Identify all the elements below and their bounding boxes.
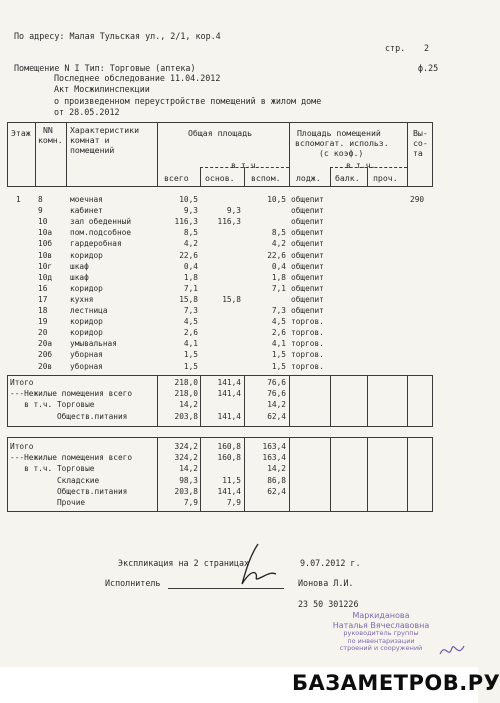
table-row xyxy=(0,317,478,326)
cell-nn: 20а xyxy=(38,339,53,349)
summary-total: 14,2 xyxy=(179,464,198,474)
cell-total: 15,8 xyxy=(179,294,198,304)
summary-row xyxy=(0,487,478,496)
summary-row xyxy=(0,378,478,387)
summary-total: 218,0 xyxy=(174,389,198,399)
cell-use: торгов. xyxy=(291,361,324,371)
summary-label: Итого xyxy=(10,442,34,451)
cell-nn: 10 xyxy=(38,217,48,227)
table-row xyxy=(0,239,478,248)
cell-total: 22,6 xyxy=(179,250,198,260)
stamp-role: руководитель группы xyxy=(343,629,419,637)
table-row xyxy=(0,217,478,226)
summary-row xyxy=(0,453,478,462)
cell-name: коридор xyxy=(70,328,103,338)
cell-total: 7,3 xyxy=(183,306,198,315)
summary-label: ---Нежилые помещения всего xyxy=(10,453,133,463)
cell-name: кухня xyxy=(70,294,94,304)
table-row xyxy=(0,284,478,293)
summary-aux: 76,6 xyxy=(267,378,286,387)
table-row xyxy=(0,306,478,315)
cell-aux: 4,1 xyxy=(271,339,286,349)
cell-name: уборная xyxy=(70,361,103,371)
cell-use: общепит xyxy=(291,250,324,260)
cell-use: общепит xyxy=(291,217,324,227)
col-other: проч. xyxy=(373,173,398,183)
summary-total: 324,2 xyxy=(174,442,198,451)
act-line-2: о произведенном переустройстве помещений в жилом доме xyxy=(54,96,322,106)
cell-name: зал обеденный xyxy=(70,217,132,227)
cell-use: общепит xyxy=(291,228,324,238)
cell-use: торгов. xyxy=(291,350,324,360)
table-row xyxy=(0,273,478,282)
cell-use: торгов. xyxy=(291,339,324,349)
cell-aux: 4,5 xyxy=(271,317,286,327)
cell-nn: 10а xyxy=(38,228,53,238)
col-total: всего xyxy=(164,173,189,183)
watermark-footer xyxy=(0,667,500,703)
last-survey: Последнее обследование 11.04.2012 xyxy=(54,73,221,83)
cell-use: общепит xyxy=(291,195,324,204)
summary-row xyxy=(0,498,478,507)
form-number: ф.25 xyxy=(418,63,439,73)
cell-main: 9,3 xyxy=(226,206,241,216)
summary-label: в т.ч. Торговые xyxy=(10,464,95,474)
cell-main: 15,8 xyxy=(222,294,241,304)
table-row xyxy=(0,328,478,337)
explication-note: Экспликация на 2 страницах xyxy=(118,558,250,568)
summary-aux: 76,6 xyxy=(267,389,286,399)
explication-date: 9.07.2012 г. xyxy=(300,558,361,568)
act-line-3: от 28.05.2012 xyxy=(54,107,120,117)
cell-name: уборная xyxy=(70,350,103,360)
cell-use: общепит xyxy=(291,272,324,282)
cell-aux: 7,3 xyxy=(271,306,286,315)
summary-main: 160,8 xyxy=(217,442,241,451)
cell-nn: 20в xyxy=(38,361,53,371)
cell-height: 290 xyxy=(410,195,425,204)
cell-total: 1,5 xyxy=(183,361,198,371)
cell-total: 0,4 xyxy=(183,261,198,271)
cell-total: 116,3 xyxy=(174,217,198,227)
summary-label: в т.ч. Торговые xyxy=(10,400,95,410)
executor-name: Ионова Л.И. xyxy=(298,578,354,588)
cell-use: общепит xyxy=(291,261,324,271)
cell-aux: 22,6 xyxy=(267,250,286,260)
summary-label: Прочие xyxy=(10,498,86,507)
cell-use: торгов. xyxy=(291,317,324,327)
col-sup-2: вспомогат. использ. xyxy=(295,138,389,148)
stamp-dept: по инвентаризации xyxy=(347,636,415,645)
col-char-2: комнат и xyxy=(70,135,110,145)
table-row xyxy=(0,206,478,215)
summary-row xyxy=(0,412,478,421)
col-incl: в т.ч. xyxy=(231,160,261,170)
col-height-2: со- xyxy=(413,138,428,148)
cell-name: гардеробная xyxy=(70,239,122,249)
summary-main: 141,4 xyxy=(217,389,241,399)
summary-main: 7,9 xyxy=(226,498,241,507)
cell-nn: 9 xyxy=(38,206,43,216)
cell-aux: 1,5 xyxy=(271,350,286,360)
cell-total: 9,3 xyxy=(183,206,198,216)
cell-use: общепит xyxy=(291,206,324,216)
col-height-1: Вы- xyxy=(413,128,428,138)
cell-floor: 1 xyxy=(16,195,21,204)
col-loggia: лодж. xyxy=(296,173,321,183)
cell-total: 1,8 xyxy=(183,272,198,282)
summary-label: Складские xyxy=(10,475,100,485)
summary-main: 141,4 xyxy=(217,486,241,496)
executor-label: Исполнитель xyxy=(105,578,161,588)
cell-total: 4,5 xyxy=(183,317,198,327)
stamp-fullname: Наталья Вячеславовна xyxy=(332,620,430,630)
summary-aux: 86,8 xyxy=(267,475,286,485)
summary-aux: 163,4 xyxy=(262,442,286,451)
table-row xyxy=(0,362,478,371)
col-aux: вспом. xyxy=(251,173,281,183)
summary-label: Итого xyxy=(10,378,34,387)
cell-nn: 17 xyxy=(38,294,48,304)
col-room: комн. xyxy=(38,135,63,145)
table-row xyxy=(0,350,478,359)
cell-name: шкаф xyxy=(70,272,89,282)
cell-use: общепит xyxy=(291,306,324,315)
cell-total: 2,6 xyxy=(183,328,198,338)
cell-nn: 10д xyxy=(38,272,53,282)
cell-aux: 7,1 xyxy=(271,283,286,293)
summary-total: 98,3 xyxy=(179,475,198,485)
cell-nn: 18 xyxy=(38,306,48,315)
stamp-dept-2: строений и сооружений xyxy=(339,644,423,652)
table-row xyxy=(0,339,478,348)
col-total-area: Общая площадь xyxy=(188,128,253,138)
cell-name: моечная xyxy=(70,195,103,204)
cell-use: торгов. xyxy=(291,328,324,338)
summary-total: 324,2 xyxy=(174,453,198,463)
cell-aux: 1,5 xyxy=(271,361,286,371)
cell-name: пом.подсобное xyxy=(70,228,132,238)
summary-aux: 14,2 xyxy=(267,464,286,474)
summary-aux: 62,4 xyxy=(267,411,286,421)
cell-name: коридор xyxy=(70,283,103,293)
cell-total: 7,1 xyxy=(183,283,198,293)
cell-name: коридор xyxy=(70,250,103,260)
signature-mark xyxy=(228,540,280,590)
summary-total: 203,8 xyxy=(174,411,198,421)
cell-aux: 10,5 xyxy=(267,195,286,204)
cell-nn: 10в xyxy=(38,250,53,260)
cell-nn: 20 xyxy=(38,328,48,338)
cell-aux: 2,6 xyxy=(271,328,286,338)
act-line-1: Акт Мосжилинспекции xyxy=(54,84,150,94)
table-row xyxy=(0,262,478,271)
summary-total: 7,9 xyxy=(183,498,198,507)
summary-row xyxy=(0,389,478,398)
stamp-name: Маркиданова xyxy=(352,611,410,620)
col-char-3: помещений xyxy=(70,145,115,155)
cell-total: 8,5 xyxy=(183,228,198,238)
col-char-1: Характеристики xyxy=(70,125,140,135)
col-balcony: балк. xyxy=(335,173,360,183)
summary-total: 203,8 xyxy=(174,486,198,496)
summary-row xyxy=(0,442,478,451)
cell-total: 10,5 xyxy=(179,195,198,204)
table-row xyxy=(0,251,478,260)
cell-nn: 19 xyxy=(38,317,48,327)
summary-main: 160,8 xyxy=(217,453,241,463)
address-line: По адресу: Малая Тульская ул., 2/1, кор.4 xyxy=(14,31,221,41)
table-row xyxy=(0,228,478,237)
cell-aux: 1,8 xyxy=(271,272,286,282)
cell-use: общепит xyxy=(291,239,324,249)
cell-total: 1,5 xyxy=(183,350,198,360)
summary-label: Обществ.питания xyxy=(10,486,128,496)
cell-nn: 20б xyxy=(38,350,53,360)
col-sup-3: (с коэф.) xyxy=(319,148,364,158)
summary-label: Обществ.питания xyxy=(10,411,128,421)
summary-aux: 62,4 xyxy=(267,486,286,496)
cell-use: общепит xyxy=(291,283,324,293)
cell-nn: 10г xyxy=(38,261,53,271)
cell-nn: 8 xyxy=(38,195,43,204)
cell-name: коридор xyxy=(70,317,103,327)
summary-row xyxy=(0,476,478,485)
cell-nn: 16 xyxy=(38,283,48,293)
cell-aux: 4,2 xyxy=(271,239,286,249)
cell-name: умывальная xyxy=(70,339,117,349)
col-height-3: та xyxy=(413,148,423,158)
cell-total: 4,2 xyxy=(183,239,198,249)
cell-name: шкаф xyxy=(70,261,89,271)
summary-main: 141,4 xyxy=(217,411,241,421)
table-row xyxy=(0,195,478,204)
cell-main: 116,3 xyxy=(217,217,241,227)
summary-main: 11,5 xyxy=(222,475,241,485)
summary-aux: 163,4 xyxy=(262,453,286,463)
registry-code: 23 50 301226 xyxy=(298,599,359,609)
table-row xyxy=(0,295,478,304)
summary-label: ---Нежилые помещения всего xyxy=(10,389,133,399)
cell-total: 4,1 xyxy=(183,339,198,349)
summary-aux: 14,2 xyxy=(267,400,286,410)
summary-main: 141,4 xyxy=(217,378,241,387)
col-sup-incl: в т.ч. xyxy=(346,160,376,170)
cell-aux: 0,4 xyxy=(271,261,286,271)
summary-total: 14,2 xyxy=(179,400,198,410)
col-sup-1: Площадь помещений xyxy=(297,128,381,138)
page-label: стр. xyxy=(385,43,406,53)
cell-aux: 8,5 xyxy=(271,228,286,238)
summary-row xyxy=(0,464,478,473)
stamp-signature-mark xyxy=(438,640,468,662)
summary-row xyxy=(0,400,478,409)
cell-name: лестница xyxy=(70,306,108,315)
page-number: 2 xyxy=(424,43,430,53)
watermark-brand: БАЗАМЕТРОВ.РУ xyxy=(292,671,500,695)
summary-total: 218,0 xyxy=(174,378,198,387)
cell-nn: 10б xyxy=(38,239,53,249)
cell-use: общепит xyxy=(291,294,324,304)
cell-name: кабинет xyxy=(70,206,103,216)
col-main: основ. xyxy=(205,173,235,183)
col-nn: NN xyxy=(43,125,53,135)
premises-type: Помещение N I Тип: Торговые (аптека) xyxy=(14,63,196,73)
col-floor: Этаж xyxy=(11,128,31,138)
